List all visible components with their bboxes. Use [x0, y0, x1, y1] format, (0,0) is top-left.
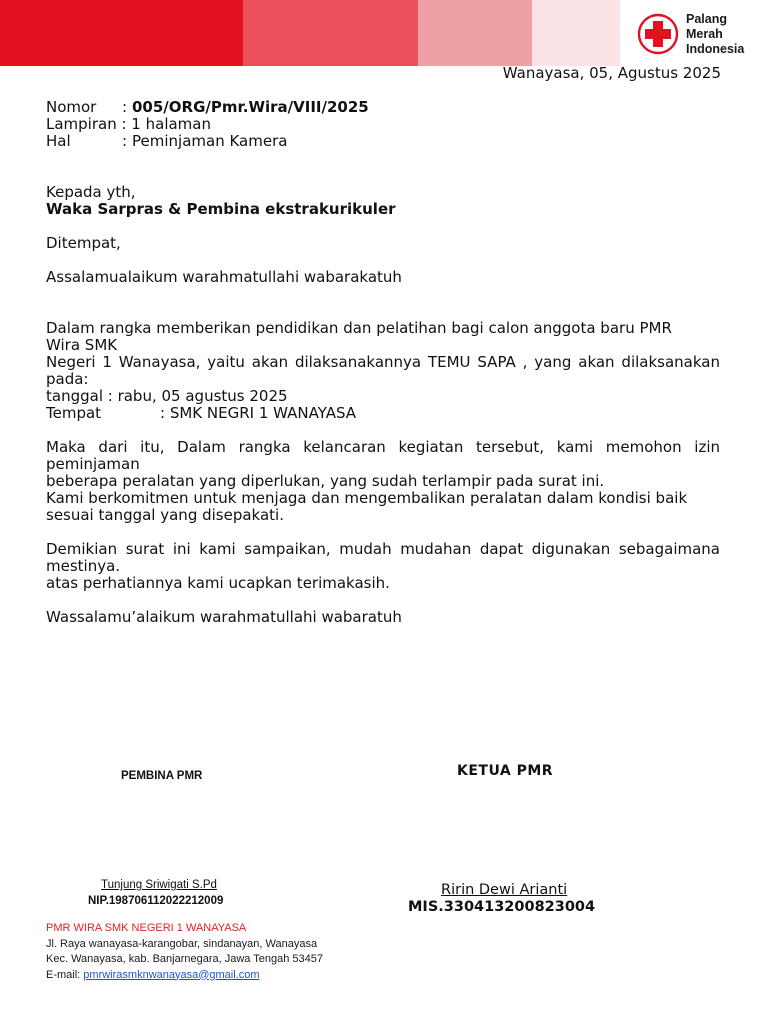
- paragraph-2-line-3: beberapa peralatan yang diperlukan, yang sudah terlampir pada surat ini.: [46, 472, 605, 490]
- event-place-value: : SMK NEGRI 1 WANAYASA: [160, 404, 357, 422]
- logo-line-1: Palang: [686, 12, 727, 26]
- footer-email-row: [46, 968, 323, 984]
- paragraph-2-line-4: Kami berkomitmen untuk menjaga dan mengembalikan peralatan dalam kondisi baik: [46, 489, 688, 507]
- paragraph-2-line-2: peminjaman: [46, 455, 140, 473]
- paragraph-3-line-3: atas perhatiannya kami ucapkan terimakasih.: [46, 574, 390, 592]
- signature-left-title: PEMBINA PMR: [121, 770, 203, 782]
- band-segment-1: [0, 0, 243, 66]
- band-segment-2: [243, 0, 418, 66]
- paragraph-1-line-2: Wira SMK: [46, 336, 118, 354]
- header-color-band: [0, 0, 620, 66]
- closing: Wassalamu’alaikum warahmatullahi wabaratuh: [46, 608, 402, 626]
- greeting: Assalamualaikum warahmatullahi wabarakatuh: [46, 268, 402, 286]
- paragraph-3-line-1: Demikian surat ini kami sampaikan, mudah mudahan dapat digunakan sebagaimana: [46, 540, 720, 558]
- meta-lampiran: [46, 116, 369, 133]
- logo-line-3: Indonesia: [686, 42, 745, 56]
- logo-text: [686, 12, 744, 57]
- band-segment-4: [532, 0, 620, 66]
- event-date: tanggal : rabu, 05 agustus 2025: [46, 387, 288, 405]
- signature-right-title: KETUA PMR: [457, 763, 554, 779]
- pmi-logo: [636, 12, 744, 57]
- signature-right-name: Ririn Dewi Arianti: [441, 882, 568, 898]
- meta-nomor: [46, 99, 369, 116]
- footer-address-1: Jl. Raya wanayasa-karangobar, sindanayan, Wanayasa: [46, 937, 318, 950]
- footer-org: PMR WIRA SMK NEGERI 1 WANAYASA: [46, 922, 247, 934]
- footer-address-2: Kec. Wanayasa, kab. Banjarnegara, Jawa Tengah 53457: [46, 953, 324, 965]
- nomor-label: Nomor: [46, 98, 97, 116]
- letter-date: Wanayasa, 05, Agustus 2025: [502, 64, 721, 82]
- paragraph-2-line-1: Maka dari itu, Dalam rangka kelancaran kegiatan tersebut, kami memohon izin: [46, 438, 720, 456]
- nomor-value: 005/ORG/Pmr.Wira/VIII/2025: [132, 98, 369, 116]
- signature-left-id: NIP.198706112022212009: [88, 895, 224, 907]
- nomor-colon: :: [122, 98, 128, 116]
- event-place: [46, 405, 720, 422]
- signature-left-name: Tunjung Sriwigati S.Pd: [101, 879, 217, 891]
- paragraph-1-line-4: pada:: [46, 370, 89, 388]
- red-cross-icon: [636, 12, 680, 56]
- meta-hal: [46, 133, 369, 150]
- lampiran-text: Lampiran : 1 halaman: [46, 115, 211, 133]
- letter-meta: [46, 99, 369, 150]
- recipient-intro: Kepada yth,: [46, 183, 136, 201]
- paragraph-1-line-3: Negeri 1 Wanayasa, yaitu akan dilaksanakannya TEMU SAPA , yang akan dilaksanakan: [46, 353, 720, 371]
- paragraph-1-line-1: Dalam rangka memberikan pendidikan dan pelatihan bagi calon anggota baru PMR: [46, 319, 672, 337]
- signature-right-id: MIS.330413200823004: [408, 899, 596, 915]
- paragraph-3-line-2: mestinya.: [46, 557, 121, 575]
- hal-value: Peminjaman Kamera: [132, 132, 288, 150]
- footer-email-link[interactable]: pmrwirasmknwanayasa@gmail.com: [83, 968, 260, 981]
- event-place-label: Tempat: [46, 404, 102, 422]
- hal-label: Hal: [46, 132, 71, 150]
- paragraph-2-line-5: sesuai tanggal yang disepakati.: [46, 506, 284, 524]
- footer: [46, 921, 323, 983]
- hal-colon: :: [122, 132, 128, 150]
- place: Ditempat,: [46, 234, 121, 252]
- logo-line-2: Merah: [686, 27, 723, 41]
- recipient: Waka Sarpras & Pembina ekstrakurikuler: [46, 200, 396, 218]
- band-segment-3: [418, 0, 532, 66]
- footer-email-label: E-mail:: [46, 968, 81, 981]
